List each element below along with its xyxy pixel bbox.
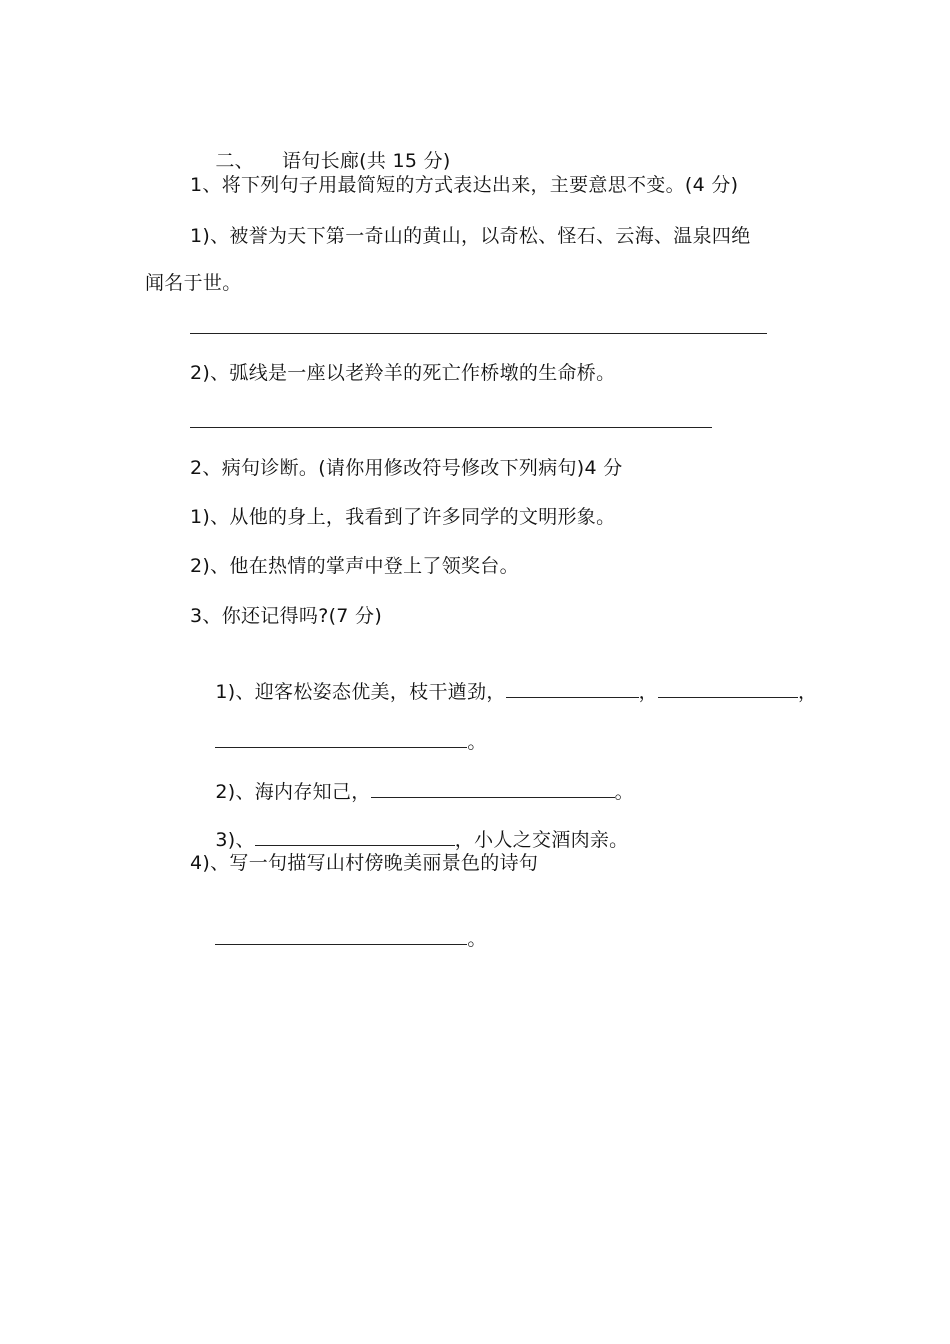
comma: ， [638, 681, 658, 703]
question-1-title: 1、将下列句子用最简短的方式表达出来，主要意思不变。(4 分) [190, 174, 739, 196]
question-3-item-3-prefix: 3)、 [215, 829, 255, 851]
answer-blank-3-1c[interactable] [215, 729, 467, 748]
answer-blank-1-2[interactable] [190, 427, 712, 428]
question-1-item-1-line-2: 闻名于世。 [145, 272, 242, 294]
question-2-title: 2、病句诊断。(请你用修改符号修改下列病句)4 分 [190, 457, 623, 479]
answer-blank-3-1b[interactable] [658, 679, 798, 698]
question-2-item-2: 2)、他在热情的掌声中登上了领奖台。 [190, 555, 519, 577]
question-2-item-1: 1)、从他的身上，我看到了许多同学的文明形象。 [190, 506, 616, 528]
answer-blank-3-1a[interactable] [506, 679, 639, 698]
period: 。 [614, 781, 634, 803]
answer-blank-3-2[interactable] [371, 779, 615, 798]
question-3-item-3-suffix: ，小人之交酒肉亲。 [454, 829, 629, 851]
question-3-item-1-prefix: 1)、迎客松姿态优美，枝干遒劲， [215, 681, 506, 703]
answer-blank-3-4[interactable] [215, 926, 467, 945]
answer-blank-3-3[interactable] [255, 827, 455, 846]
question-3-title: 3、你还记得吗?(7 分) [190, 605, 383, 627]
question-3-item-4: 4)、写一句描写山村傍晚美丽景色的诗句 [190, 852, 539, 874]
question-1-item-1-line-1: 1)、被誉为天下第一奇山的黄山，以奇松、怪石、云海、温泉四绝 [190, 225, 751, 247]
period: 。 [467, 928, 487, 950]
section-title: 语句长廊(共 15 分) [281, 150, 451, 172]
question-3-item-4-continued [190, 900, 487, 978]
question-3-item-2-prefix: 2)、海内存知己， [215, 781, 371, 803]
section-number: 二、 [215, 150, 254, 172]
period: 。 [467, 731, 487, 753]
comma: ， [797, 681, 818, 703]
answer-blank-1-1[interactable] [190, 333, 767, 334]
question-1-item-2: 2)、弧线是一座以老羚羊的死亡作桥墩的生命桥。 [190, 362, 616, 384]
